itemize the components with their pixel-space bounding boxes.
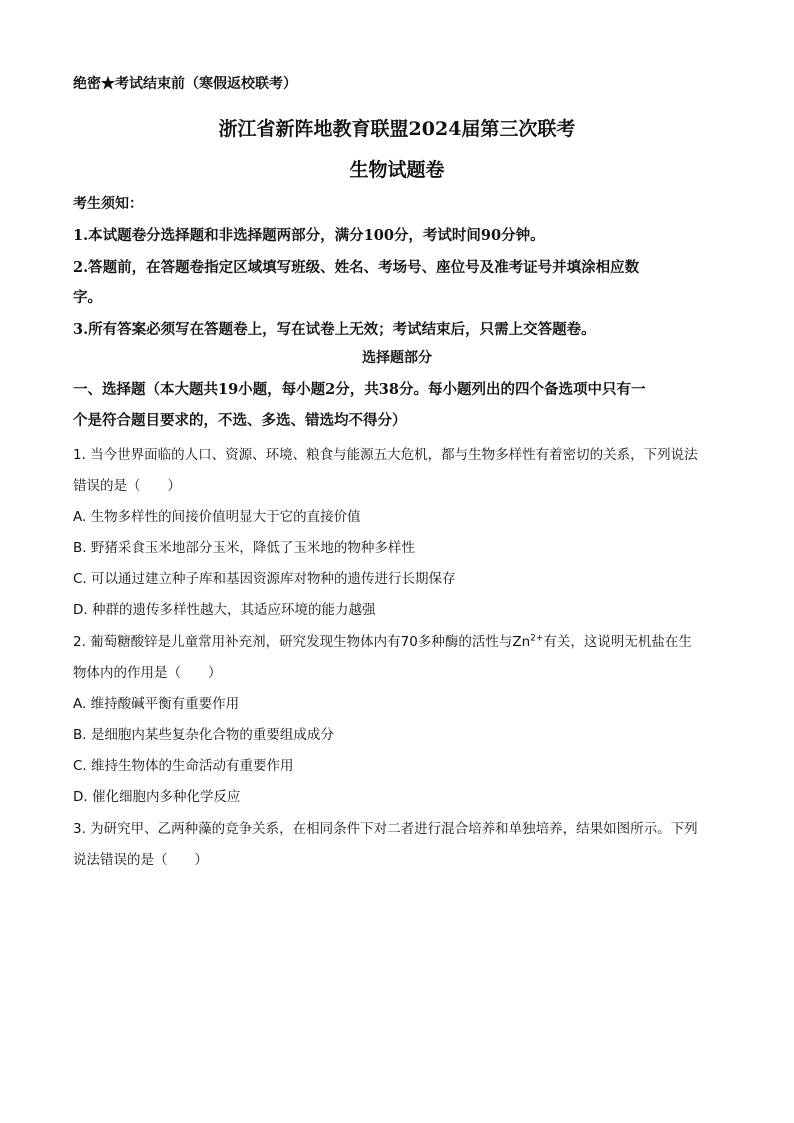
question-1-stem-cont: 错误的是（ ） <box>73 478 181 494</box>
notice-item-2-cont: 字。 <box>73 289 102 306</box>
question-2-option-b: B. 是细胞内某些复杂化合物的重要组成成分 <box>73 727 334 743</box>
question-2-stem-text-end: 有关，这说明无机盐在生 <box>543 634 692 650</box>
confidential-label: 绝密★考试结束前（寒假返校联考） <box>73 76 297 92</box>
question-2-stem <box>73 630 692 650</box>
exam-title: 浙江省新阵地教育联盟2024届第三次联考 <box>218 118 576 140</box>
question-1-option-c: C. 可以通过建立种子库和基因资源库对物种的遗传进行长期保存 <box>73 571 456 587</box>
notice-item-1: 1.本试题卷分选择题和非选择题两部分，满分100分，考试时间90分钟。 <box>73 227 545 244</box>
question-3-stem-cont: 说法错误的是（ ） <box>73 852 208 868</box>
question-1-option-a: A. 生物多样性的间接价值明显大于它的直接价值 <box>73 509 361 525</box>
question-2-option-d: D. 催化细胞内多种化学反应 <box>73 789 241 805</box>
question-2-stem-cont: 物体内的作用是（ ） <box>73 665 222 681</box>
notice-item-3: 3.所有答案必须写在答题卷上，写在试卷上无效；考试结束后，只需上交答题卷。 <box>73 321 596 338</box>
question-1-stem: 1. 当今世界面临的人口、资源、环境、粮食与能源五大危机，都与生物多样性有着密切的关系，下列说法 <box>73 447 698 463</box>
question-1-option-d: D. 种群的遗传多样性越大，其适应环境的能力越强 <box>73 602 376 618</box>
question-1-option-b: B. 野猪采食玉米地部分玉米，降低了玉米地的物种多样性 <box>73 540 415 556</box>
zinc-charge: 2+ <box>530 633 544 644</box>
exam-subtitle: 生物试题卷 <box>349 159 445 181</box>
section-intro-cont: 个是符合题目要求的，不选、多选、错选均不得分） <box>73 412 407 429</box>
section-intro: 一、选择题（本大题共19小题，每小题2分，共38分。每小题列出的四个备选项中只有一 <box>73 381 646 398</box>
question-2-option-c: C. 维持生物体的生命活动有重要作用 <box>73 758 294 774</box>
question-3-stem: 3. 为研究甲、乙两种藻的竞争关系，在相同条件下对二者进行混合培养和单独培养，结果如图所示。下列 <box>73 821 698 837</box>
notice-item-2: 2.答题前，在答题卷指定区域填写班级、姓名、考场号、座位号及准考证号并填涂相应数 <box>73 259 640 276</box>
question-2-option-a: A. 维持酸碱平衡有重要作用 <box>73 696 240 712</box>
question-2-stem-text: 2. 葡萄糖酸锌是儿童常用补充剂，研究发现生物体内有70多种酶的活性与Zn <box>73 634 531 650</box>
notice-heading: 考生须知： <box>73 196 143 212</box>
section-title: 选择题部分 <box>362 350 432 366</box>
